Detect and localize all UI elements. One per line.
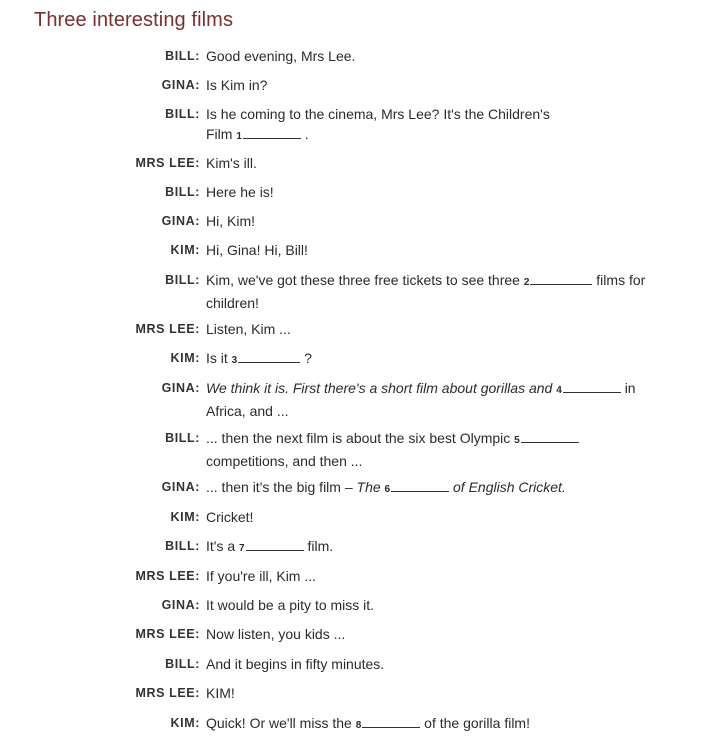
speaker-label: KIM: bbox=[170, 716, 200, 730]
dialogue-text bbox=[206, 428, 666, 471]
text-segment: Quick! Or we'll miss the bbox=[206, 715, 352, 731]
speaker-label: MRS LEE: bbox=[135, 322, 200, 336]
speaker-label: MRS LEE: bbox=[135, 569, 200, 583]
text-segment: Is it bbox=[206, 350, 228, 366]
dialogue-text: KIM! bbox=[206, 685, 235, 701]
gap-number: 3 bbox=[231, 355, 238, 366]
gap-number: 2 bbox=[523, 277, 530, 288]
gap-blank[interactable] bbox=[391, 478, 449, 492]
text-segment: It's a bbox=[206, 538, 236, 554]
text-segment: ? bbox=[304, 350, 312, 366]
speaker-label: KIM: bbox=[170, 510, 200, 524]
text-segment: films for bbox=[596, 272, 646, 288]
speaker-label: MRS LEE: bbox=[135, 686, 200, 700]
dialogue-text bbox=[206, 348, 666, 371]
dialogue-text: Listen, Kim ... bbox=[206, 321, 291, 337]
text-segment: Film bbox=[206, 126, 233, 142]
dialogue-text: It would be a pity to miss it. bbox=[206, 597, 375, 613]
dialogue-text bbox=[206, 536, 666, 559]
dialogue-text: If you're ill, Kim ... bbox=[206, 568, 317, 584]
gap-blank[interactable] bbox=[238, 349, 300, 363]
speaker-label: MRS LEE: bbox=[135, 156, 200, 170]
text-segment: children! bbox=[206, 295, 259, 311]
gap-number: 1 bbox=[236, 131, 242, 142]
speaker-label: BILL: bbox=[165, 431, 200, 445]
text-segment: of English Cricket. bbox=[453, 479, 566, 495]
text-segment: competitions, and then ... bbox=[206, 453, 363, 469]
speaker-label: KIM: bbox=[170, 243, 200, 257]
gap-number: 8 bbox=[355, 720, 362, 731]
dialogue-text: Here he is! bbox=[206, 184, 274, 200]
gap-number: 4 bbox=[556, 385, 562, 396]
text-segment: We think it is. First there's a short film about gorillas and bbox=[206, 380, 553, 396]
gap-blank[interactable] bbox=[521, 429, 579, 443]
dialogue-text: Kim's ill. bbox=[206, 155, 257, 171]
speaker-label: GINA: bbox=[161, 598, 200, 612]
speaker-label: BILL: bbox=[165, 657, 200, 671]
dialogue-text: Now listen, you kids ... bbox=[206, 626, 346, 642]
dialogue-text: Hi, Gina! Hi, Bill! bbox=[206, 242, 308, 258]
dialogue-text: Hi, Kim! bbox=[206, 213, 255, 229]
text-segment: in bbox=[624, 380, 636, 396]
speaker-label: BILL: bbox=[165, 49, 200, 63]
dialogue-text bbox=[206, 713, 666, 736]
gap-number: 6 bbox=[384, 484, 391, 495]
text-segment: ... then it's the big film – bbox=[206, 479, 353, 495]
dialogue-text bbox=[206, 104, 666, 147]
text-segment: Kim, we've got these three free tickets to see three bbox=[206, 272, 520, 288]
dialogue-text bbox=[206, 270, 666, 313]
text-segment: film. bbox=[307, 538, 334, 554]
speaker-label: GINA: bbox=[161, 480, 200, 494]
dialogue-text bbox=[206, 378, 666, 421]
speaker-label: MRS LEE: bbox=[135, 627, 200, 641]
dialogue-text: Is Kim in? bbox=[206, 77, 268, 93]
speaker-label: GINA: bbox=[161, 381, 200, 395]
speaker-label: KIM: bbox=[170, 351, 200, 365]
gap-blank[interactable] bbox=[362, 714, 420, 728]
gap-blank[interactable] bbox=[530, 271, 592, 285]
speaker-label: GINA: bbox=[161, 214, 200, 228]
gap-blank[interactable] bbox=[563, 379, 621, 393]
speaker-label: BILL: bbox=[165, 185, 200, 199]
page-title: Three interesting films bbox=[34, 9, 234, 31]
gap-number: 7 bbox=[239, 543, 245, 554]
gap-blank[interactable] bbox=[246, 537, 304, 551]
dialogue-text: And it begins in fifty minutes. bbox=[206, 656, 385, 672]
text-segment: Africa, and ... bbox=[206, 403, 289, 419]
dialogue-text bbox=[206, 477, 666, 500]
text-segment: The bbox=[356, 479, 381, 495]
text-segment: ... then the next film is about the six best Olympic bbox=[206, 430, 511, 446]
speaker-label: BILL: bbox=[165, 273, 200, 287]
speaker-label: BILL: bbox=[165, 539, 200, 553]
text-segment: . bbox=[304, 126, 309, 142]
text-segment: Is he coming to the cinema, Mrs Lee? It's the Children's bbox=[206, 106, 550, 122]
gap-number: 5 bbox=[514, 435, 520, 446]
speaker-label: GINA: bbox=[161, 78, 200, 92]
dialogue-text: Cricket! bbox=[206, 509, 254, 525]
text-segment: of the gorilla film! bbox=[424, 715, 530, 731]
dialogue-text: Good evening, Mrs Lee. bbox=[206, 48, 356, 64]
speaker-label: BILL: bbox=[165, 107, 200, 121]
gap-blank[interactable] bbox=[243, 125, 301, 139]
